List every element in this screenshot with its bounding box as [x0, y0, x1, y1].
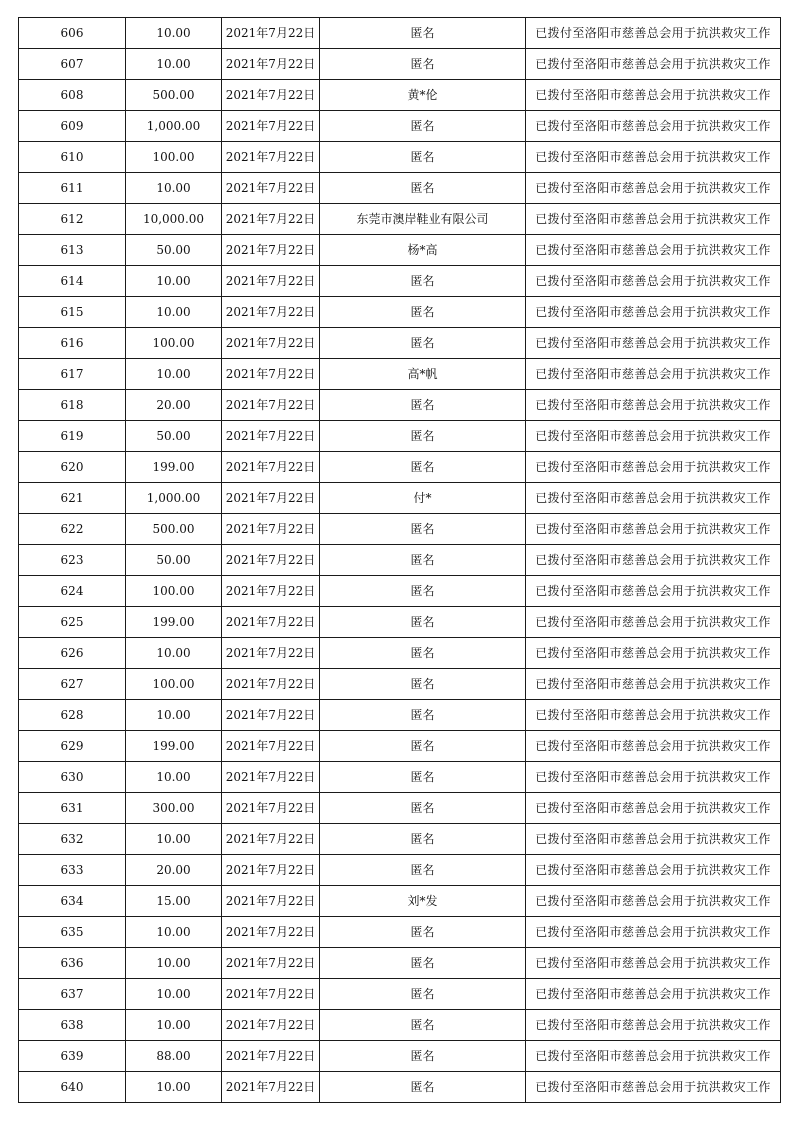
fund-usage-cell: 已拨付至洛阳市慈善总会用于抗洪救灾工作 [526, 607, 781, 638]
donor-name-cell: 匿名 [320, 1072, 526, 1103]
row-number-cell: 632 [19, 824, 126, 855]
donor-name-cell: 匿名 [320, 979, 526, 1010]
donor-name-cell: 匿名 [320, 452, 526, 483]
table-row [19, 266, 781, 297]
row-number-cell: 613 [19, 235, 126, 266]
donation-amount-cell: 88.00 [126, 1041, 222, 1072]
table-row [19, 235, 781, 266]
fund-usage-cell: 已拨付至洛阳市慈善总会用于抗洪救灾工作 [526, 421, 781, 452]
donation-date-cell: 2021年7月22日 [222, 886, 320, 917]
fund-usage-cell: 已拨付至洛阳市慈善总会用于抗洪救灾工作 [526, 638, 781, 669]
row-number-cell: 616 [19, 328, 126, 359]
donation-date-cell: 2021年7月22日 [222, 452, 320, 483]
row-number-cell: 614 [19, 266, 126, 297]
table-row [19, 142, 781, 173]
row-number-cell: 618 [19, 390, 126, 421]
donation-date-cell: 2021年7月22日 [222, 235, 320, 266]
fund-usage-cell: 已拨付至洛阳市慈善总会用于抗洪救灾工作 [526, 669, 781, 700]
fund-usage-cell: 已拨付至洛阳市慈善总会用于抗洪救灾工作 [526, 700, 781, 731]
row-number-cell: 631 [19, 793, 126, 824]
row-number-cell: 620 [19, 452, 126, 483]
fund-usage-cell: 已拨付至洛阳市慈善总会用于抗洪救灾工作 [526, 545, 781, 576]
donation-amount-cell: 199.00 [126, 731, 222, 762]
donor-name-cell: 匿名 [320, 1041, 526, 1072]
row-number-cell: 639 [19, 1041, 126, 1072]
fund-usage-cell: 已拨付至洛阳市慈善总会用于抗洪救灾工作 [526, 452, 781, 483]
table-row [19, 1072, 781, 1103]
row-number-cell: 629 [19, 731, 126, 762]
donor-name-cell: 匿名 [320, 700, 526, 731]
row-number-cell: 626 [19, 638, 126, 669]
donor-name-cell: 匿名 [320, 545, 526, 576]
donation-date-cell: 2021年7月22日 [222, 669, 320, 700]
table-row [19, 545, 781, 576]
donor-name-cell: 匿名 [320, 266, 526, 297]
donation-date-cell: 2021年7月22日 [222, 266, 320, 297]
donor-name-cell: 匿名 [320, 111, 526, 142]
table-row [19, 886, 781, 917]
donation-amount-cell: 10.00 [126, 49, 222, 80]
fund-usage-cell: 已拨付至洛阳市慈善总会用于抗洪救灾工作 [526, 1072, 781, 1103]
donor-name-cell: 匿名 [320, 731, 526, 762]
donor-name-cell: 匿名 [320, 390, 526, 421]
fund-usage-cell: 已拨付至洛阳市慈善总会用于抗洪救灾工作 [526, 266, 781, 297]
table-row [19, 80, 781, 111]
donation-date-cell: 2021年7月22日 [222, 1072, 320, 1103]
table-row [19, 979, 781, 1010]
donor-name-cell: 匿名 [320, 669, 526, 700]
table-row [19, 359, 781, 390]
donation-table [18, 17, 781, 1103]
donation-ledger-page [18, 17, 780, 1103]
donation-amount-cell: 10.00 [126, 1010, 222, 1041]
donation-amount-cell: 1,000.00 [126, 111, 222, 142]
row-number-cell: 640 [19, 1072, 126, 1103]
table-row [19, 49, 781, 80]
fund-usage-cell: 已拨付至洛阳市慈善总会用于抗洪救灾工作 [526, 979, 781, 1010]
donation-date-cell: 2021年7月22日 [222, 1010, 320, 1041]
donation-amount-cell: 15.00 [126, 886, 222, 917]
donation-amount-cell: 10.00 [126, 762, 222, 793]
donation-amount-cell: 10.00 [126, 917, 222, 948]
table-row [19, 514, 781, 545]
fund-usage-cell: 已拨付至洛阳市慈善总会用于抗洪救灾工作 [526, 235, 781, 266]
fund-usage-cell: 已拨付至洛阳市慈善总会用于抗洪救灾工作 [526, 390, 781, 421]
row-number-cell: 617 [19, 359, 126, 390]
row-number-cell: 609 [19, 111, 126, 142]
fund-usage-cell: 已拨付至洛阳市慈善总会用于抗洪救灾工作 [526, 855, 781, 886]
table-row [19, 18, 781, 49]
fund-usage-cell: 已拨付至洛阳市慈善总会用于抗洪救灾工作 [526, 886, 781, 917]
donor-name-cell: 匿名 [320, 948, 526, 979]
donation-amount-cell: 199.00 [126, 452, 222, 483]
donor-name-cell: 匿名 [320, 49, 526, 80]
donor-name-cell: 匿名 [320, 855, 526, 886]
table-row [19, 669, 781, 700]
donation-amount-cell: 50.00 [126, 421, 222, 452]
donation-date-cell: 2021年7月22日 [222, 638, 320, 669]
fund-usage-cell: 已拨付至洛阳市慈善总会用于抗洪救灾工作 [526, 1041, 781, 1072]
donation-date-cell: 2021年7月22日 [222, 762, 320, 793]
donor-name-cell: 东莞市澳岸鞋业有限公司 [320, 204, 526, 235]
row-number-cell: 628 [19, 700, 126, 731]
donation-date-cell: 2021年7月22日 [222, 328, 320, 359]
row-number-cell: 622 [19, 514, 126, 545]
donor-name-cell: 匿名 [320, 328, 526, 359]
donation-amount-cell: 50.00 [126, 235, 222, 266]
donation-date-cell: 2021年7月22日 [222, 824, 320, 855]
row-number-cell: 608 [19, 80, 126, 111]
donation-amount-cell: 10.00 [126, 266, 222, 297]
row-number-cell: 623 [19, 545, 126, 576]
fund-usage-cell: 已拨付至洛阳市慈善总会用于抗洪救灾工作 [526, 173, 781, 204]
fund-usage-cell: 已拨付至洛阳市慈善总会用于抗洪救灾工作 [526, 483, 781, 514]
donor-name-cell: 匿名 [320, 576, 526, 607]
donor-name-cell: 匿名 [320, 297, 526, 328]
fund-usage-cell: 已拨付至洛阳市慈善总会用于抗洪救灾工作 [526, 80, 781, 111]
row-number-cell: 633 [19, 855, 126, 886]
row-number-cell: 638 [19, 1010, 126, 1041]
donation-date-cell: 2021年7月22日 [222, 731, 320, 762]
donor-name-cell: 匿名 [320, 917, 526, 948]
table-row [19, 204, 781, 235]
row-number-cell: 611 [19, 173, 126, 204]
donation-date-cell: 2021年7月22日 [222, 979, 320, 1010]
fund-usage-cell: 已拨付至洛阳市慈善总会用于抗洪救灾工作 [526, 49, 781, 80]
row-number-cell: 624 [19, 576, 126, 607]
donor-name-cell: 杨*高 [320, 235, 526, 266]
fund-usage-cell: 已拨付至洛阳市慈善总会用于抗洪救灾工作 [526, 514, 781, 545]
donation-date-cell: 2021年7月22日 [222, 700, 320, 731]
donation-amount-cell: 10.00 [126, 638, 222, 669]
donation-amount-cell: 300.00 [126, 793, 222, 824]
donor-name-cell: 高*帆 [320, 359, 526, 390]
row-number-cell: 637 [19, 979, 126, 1010]
fund-usage-cell: 已拨付至洛阳市慈善总会用于抗洪救灾工作 [526, 576, 781, 607]
fund-usage-cell: 已拨付至洛阳市慈善总会用于抗洪救灾工作 [526, 793, 781, 824]
table-row [19, 1041, 781, 1072]
row-number-cell: 630 [19, 762, 126, 793]
donor-name-cell: 付* [320, 483, 526, 514]
donation-date-cell: 2021年7月22日 [222, 576, 320, 607]
table-row [19, 1010, 781, 1041]
donation-date-cell: 2021年7月22日 [222, 855, 320, 886]
row-number-cell: 606 [19, 18, 126, 49]
donor-name-cell: 匿名 [320, 793, 526, 824]
donation-amount-cell: 1,000.00 [126, 483, 222, 514]
table-row [19, 452, 781, 483]
donor-name-cell: 黄*伦 [320, 80, 526, 111]
table-row [19, 576, 781, 607]
donation-date-cell: 2021年7月22日 [222, 607, 320, 638]
donation-amount-cell: 10.00 [126, 18, 222, 49]
donation-amount-cell: 10,000.00 [126, 204, 222, 235]
table-row [19, 173, 781, 204]
fund-usage-cell: 已拨付至洛阳市慈善总会用于抗洪救灾工作 [526, 204, 781, 235]
table-row [19, 700, 781, 731]
row-number-cell: 621 [19, 483, 126, 514]
fund-usage-cell: 已拨付至洛阳市慈善总会用于抗洪救灾工作 [526, 824, 781, 855]
table-row [19, 762, 781, 793]
donation-amount-cell: 199.00 [126, 607, 222, 638]
donation-table-body [19, 18, 781, 1103]
donation-date-cell: 2021年7月22日 [222, 545, 320, 576]
fund-usage-cell: 已拨付至洛阳市慈善总会用于抗洪救灾工作 [526, 359, 781, 390]
table-row [19, 297, 781, 328]
donation-date-cell: 2021年7月22日 [222, 173, 320, 204]
donation-amount-cell: 10.00 [126, 297, 222, 328]
donation-amount-cell: 10.00 [126, 173, 222, 204]
row-number-cell: 627 [19, 669, 126, 700]
row-number-cell: 619 [19, 421, 126, 452]
fund-usage-cell: 已拨付至洛阳市慈善总会用于抗洪救灾工作 [526, 917, 781, 948]
donor-name-cell: 匿名 [320, 824, 526, 855]
row-number-cell: 635 [19, 917, 126, 948]
donation-date-cell: 2021年7月22日 [222, 514, 320, 545]
donation-date-cell: 2021年7月22日 [222, 111, 320, 142]
fund-usage-cell: 已拨付至洛阳市慈善总会用于抗洪救灾工作 [526, 1010, 781, 1041]
donation-amount-cell: 100.00 [126, 669, 222, 700]
row-number-cell: 625 [19, 607, 126, 638]
row-number-cell: 634 [19, 886, 126, 917]
donation-amount-cell: 100.00 [126, 142, 222, 173]
donation-date-cell: 2021年7月22日 [222, 142, 320, 173]
donation-date-cell: 2021年7月22日 [222, 297, 320, 328]
donation-amount-cell: 10.00 [126, 979, 222, 1010]
donor-name-cell: 匿名 [320, 18, 526, 49]
donation-date-cell: 2021年7月22日 [222, 421, 320, 452]
donor-name-cell: 匿名 [320, 607, 526, 638]
donation-date-cell: 2021年7月22日 [222, 1041, 320, 1072]
donor-name-cell: 刘*发 [320, 886, 526, 917]
donation-amount-cell: 10.00 [126, 700, 222, 731]
fund-usage-cell: 已拨付至洛阳市慈善总会用于抗洪救灾工作 [526, 297, 781, 328]
row-number-cell: 636 [19, 948, 126, 979]
donation-amount-cell: 10.00 [126, 1072, 222, 1103]
fund-usage-cell: 已拨付至洛阳市慈善总会用于抗洪救灾工作 [526, 18, 781, 49]
fund-usage-cell: 已拨付至洛阳市慈善总会用于抗洪救灾工作 [526, 328, 781, 359]
row-number-cell: 610 [19, 142, 126, 173]
donation-date-cell: 2021年7月22日 [222, 49, 320, 80]
donation-amount-cell: 20.00 [126, 390, 222, 421]
donation-date-cell: 2021年7月22日 [222, 793, 320, 824]
table-row [19, 483, 781, 514]
table-row [19, 731, 781, 762]
table-row [19, 607, 781, 638]
donation-date-cell: 2021年7月22日 [222, 917, 320, 948]
donation-amount-cell: 100.00 [126, 576, 222, 607]
donor-name-cell: 匿名 [320, 421, 526, 452]
donation-amount-cell: 100.00 [126, 328, 222, 359]
fund-usage-cell: 已拨付至洛阳市慈善总会用于抗洪救灾工作 [526, 731, 781, 762]
donor-name-cell: 匿名 [320, 638, 526, 669]
donation-date-cell: 2021年7月22日 [222, 18, 320, 49]
row-number-cell: 615 [19, 297, 126, 328]
donation-amount-cell: 10.00 [126, 359, 222, 390]
table-row [19, 638, 781, 669]
donation-date-cell: 2021年7月22日 [222, 204, 320, 235]
donation-amount-cell: 20.00 [126, 855, 222, 886]
donation-amount-cell: 10.00 [126, 948, 222, 979]
fund-usage-cell: 已拨付至洛阳市慈善总会用于抗洪救灾工作 [526, 111, 781, 142]
donor-name-cell: 匿名 [320, 173, 526, 204]
fund-usage-cell: 已拨付至洛阳市慈善总会用于抗洪救灾工作 [526, 762, 781, 793]
donor-name-cell: 匿名 [320, 1010, 526, 1041]
table-row [19, 824, 781, 855]
donation-date-cell: 2021年7月22日 [222, 80, 320, 111]
table-row [19, 328, 781, 359]
donation-date-cell: 2021年7月22日 [222, 483, 320, 514]
fund-usage-cell: 已拨付至洛阳市慈善总会用于抗洪救灾工作 [526, 142, 781, 173]
donation-date-cell: 2021年7月22日 [222, 359, 320, 390]
fund-usage-cell: 已拨付至洛阳市慈善总会用于抗洪救灾工作 [526, 948, 781, 979]
donation-date-cell: 2021年7月22日 [222, 390, 320, 421]
table-row [19, 421, 781, 452]
donation-amount-cell: 500.00 [126, 514, 222, 545]
table-row [19, 948, 781, 979]
donation-amount-cell: 50.00 [126, 545, 222, 576]
donation-amount-cell: 10.00 [126, 824, 222, 855]
table-row [19, 390, 781, 421]
table-row [19, 855, 781, 886]
donation-date-cell: 2021年7月22日 [222, 948, 320, 979]
donor-name-cell: 匿名 [320, 762, 526, 793]
donation-amount-cell: 500.00 [126, 80, 222, 111]
table-row [19, 111, 781, 142]
donor-name-cell: 匿名 [320, 514, 526, 545]
donor-name-cell: 匿名 [320, 142, 526, 173]
row-number-cell: 612 [19, 204, 126, 235]
table-row [19, 917, 781, 948]
row-number-cell: 607 [19, 49, 126, 80]
table-row [19, 793, 781, 824]
